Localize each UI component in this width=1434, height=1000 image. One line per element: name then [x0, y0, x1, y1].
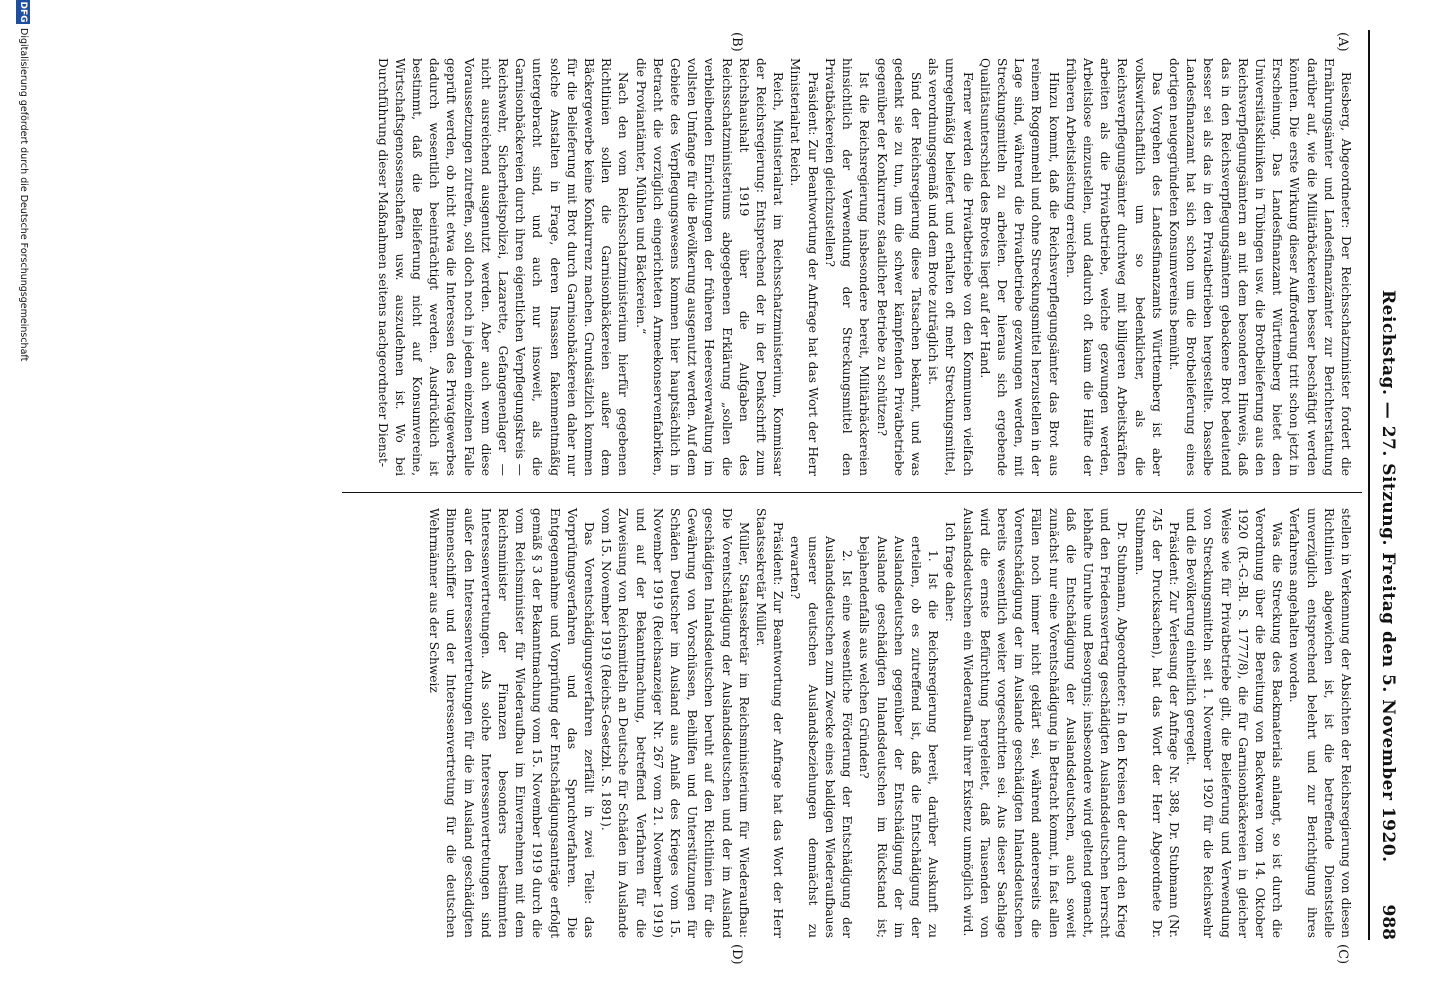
paragraph: Dr. Stubmann, Abgeordneter: In den Kreisen der durch den Krieg und den Friedensvertrag geschädigten Auslandsdeutschen herrscht lebhafte Unruhe und Besorgnis; insbesondere wird geltend gemacht, daß die Entschädigung der Auslandsdeutschen, auch soweit zunächst nur eine Vorentschädigung in Betracht kommt, in fast allen Fällen noch immer nicht geklärt sei, während andererseits die Vorentschädigung der im Auslande geschädigten Inlandsdeutschen bereits wesentlich weiter vorgeschritten sei. Aus dieser Sachlage wird die ernste Befürchtung hergeleitet, daß Tausenden von Auslandsdeutschen ein Wiederaufbau ihrer Existenz unmöglich wird.: [960, 508, 1130, 938]
column-divider: [342, 492, 1362, 493]
paragraph: Riesberg, Abgeordneter: Der Reichsschatzminister fordert die Ernährungsämter und Landesfinanzämter zur Berichterstattung darüber auf, wie die Militärbäckereien besser beschäftigt werden könnten. Die erste Wirkung dieser Aufforderung tritt schon jetzt in Erscheinung. Das Landesfinanzamt Württemberg bietet den Universitätskliniken in Tübingen usw. die Brotbelieferung aus den Reichsverpflegungsämtern an mit dem besonderen Hinweis, daß das in den Reichsverpflegungsämtern gebackene Brot bedeutend besser sei als das in den Privatbetrieben hergestellte. Dasselbe Landesfinanzamt hat sich schon um die Brotbelieferung eines dortigen neugegründeten Konsumvereins bemüht.: [1166, 58, 1353, 476]
header-rule: [1368, 30, 1370, 940]
margin-marker-b: (B): [729, 32, 744, 52]
paragraph: Müller, Staatssekretär im Reichsministerium für Wiederaufbau: Die Vorentschädigung der Auslandsdeutschen und der im Ausland geschädigten Inlandsdeutschen beruht auf den Richtlinien für die Gewährung von Vorschüssen, Beihilfen und Unterstützungen für Schäden Deutscher im Ausland aus Anlaß des Krieges vom 15. November 1919 (Reichsanzeiger Nr. 267 vom 21. November 1919) und auf der Bekanntmachung, betreffend Verfahren für die Zuweisung von Reichsmitteln an Deutsche für Schäden im Auslande vom 15. November 1919 (Reichs-Gesetzbl. S. 1891).: [599, 508, 751, 938]
dfg-logo: DFG: [18, 1, 28, 23]
paragraph: Hinzu kommt, daß die Reichsverpflegungsämter das Brot aus reinem Roggenmehl und ohne Streckungsmittel herzustellen in der Lage sind, während die Privatbetriebe gezwungen werden, mit Streckungsmitteln zu arbeiten. Der hieraus sich ergebende Qualitätsunterschied des Brotes liegt auf der Hand.: [977, 58, 1061, 476]
paragraph: Präsident: Zur Beantwortung der Anfrage hat das Wort der Herr Ministerialrat Reich.: [788, 58, 820, 476]
paragraph: stellen in Verkennung der Absichten der Reichsregierung von diesen Richtlinien abgewichen ist, ist die betreffende Dienststelle unverzüglich entsprechend belehrt und zur Berichtigung ihres Verfahrens angehalten worden.: [1287, 508, 1353, 938]
margin-marker-c: (C): [1335, 944, 1350, 965]
page-header: [1376, 30, 1398, 940]
header-title: Reichstag. — 27. Sitzung. Freitag den 5. November 1920.: [1378, 290, 1398, 863]
right-column: [425, 508, 1354, 938]
margin-marker-d: (D): [729, 944, 744, 965]
paragraph: Reich, Ministerialrat im Reichsschatzministerium, Kommissar der Reichsregierung: Entsprechend der in der Denkschrift zum Reichshaushalt 1919 über die Aufgaben des Reichsschatzministeriums abgegebenen Erklärung „sollen die verbleibenden Einrichtungen der früheren Heeresverwaltung im vollsten Umfange für die Bevölkerung ausgenutzt werden. Auf dem Gebiete des Verpflegungswesens kommen hier hauptsächlich in Betracht die vorzüglich eingerichteten Armeekonservenfabriken, die Proviantämter, Mühlen und Bäckereien.“: [633, 58, 786, 476]
paragraph: Das Vorentschädigungsverfahren zerfällt in zwei Teile: das Vorprüfungsverfahren und das Spruchverfahren. Die Entgegennahme und Vorprüfung der Entschädigungsanträge erfolgt gemäß § 3 der Bekanntmachung vom 15. November 1919 durch die vom Reichsminister für Wiederaufbau im Einvernehmen mit dem Reichsminister der Finanzen besonders bestimmten Interessenvertretungen. Als solche Interessenvertretungen sind außer den Interessenvertretungen für die im Ausland geschädigten Binnenschiffer und der Interessenvertretung für die deutschen Wehrmänner aus der Schweiz: [427, 508, 597, 938]
paragraph: Sind der Reichsregierung diese Tatsachen bekannt, und was gedenkt sie zu tun, um die schwer kämpfenden Privatbetriebe gegenüber der Konkurrenz staatlicher Betriebe zu schützen?: [874, 58, 923, 476]
margin-marker-a: (A): [1335, 32, 1350, 52]
paragraph: Das Vorgehen des Landesfinanzamts Württemberg ist aber volkswirtschaftlich um so bedenklicher, als die Reichsverpflegungsämter durchweg mit billigeren Arbeitskräften arbeiten als die Privatbetriebe, welche gezwungen werden, Arbeitslose einzustellen, und dadurch oft kaum die Hälfte der früheren Arbeitsleistung erreichen.: [1063, 58, 1164, 476]
paragraph: Präsident: Zur Verlesung der Anfrage Nr. 388, Dr. Stubmann (Nr. 745 der Drucksachen), hat das Wort der Herr Abgeordnete Dr. Stubmann.: [1132, 508, 1181, 938]
paragraph: Ich frage daher:: [943, 522, 958, 622]
list-item: 1. Ist die Reichsregierung bereit, darüber Auskunft zu erteilen, ob es zutreffend ist, daß die Entschädigung der Auslandsdeutschen gegenüber der Entschädigung der im Auslande geschädigten Inlandsdeutschen im Rückstand ist; bejahendenfalls aus welchen Gründen?: [857, 536, 941, 938]
paragraph: Ferner werden die Privatbetriebe von den Kommunen vielfach unregelmäßig beliefert und erhalten oft mehr Streckungsmittel, als verordnungsgemäß und dem Brote zuträglich ist.: [926, 58, 975, 476]
paragraph: Präsident: Zur Beantwortung der Anfrage hat das Wort der Herr Staatssekretär Müller.: [754, 508, 786, 938]
page-number: 988: [1378, 904, 1398, 940]
paragraph: Ist die Reichsregierung insbesondere bereit, Militärbäckereien hinsichtlich der Verwendung der Streckungsmittel den Privatbäckereien gleichzustellen?: [822, 58, 872, 476]
paragraph: Nach den vom Reichsschatzministerium hierfür gegebenen Richtlinien sollen die Garnisonbäckereien außer dem Bäckergewerbe keine Konkurrenz machen. Grundsätzlich kommen für die Belieferung mit Brot durch Garnisonbäckereien daher nur solche Anstalten in Frage, deren Insassen fakenmentmäßig untergebracht sind, und auch nur insoweit, als die Garnisonbäckereien durch ihren eigentlichen Verpflegungskreis — Reichswehr, Sicherheitspolizei, Lazarette, Gefangenenlager — nicht ausreichend ausgenutzt werden. Aber auch wenn diese Voraussetzungen zutreffen, soll doch noch in jedem einzelnen Falle geprüft werden, ob nicht etwa die Interessen des Privatgewerbes dadurch wesentlich beeinträchtigt werden. Ausdrücklich ist bestimmt, daß die Belieferung nicht auf Konsumvereine, Wirtschaftsgenossenschaften usw. auszudehnen ist. Wo bei Durchführung dieser Maßnahmen seitens nachgeordneter Dienst-: [375, 58, 631, 476]
footer-credit: Digitalisierung gefördert durch die Deutsche Forschungsgemeinschaft: [18, 28, 29, 362]
left-column: [373, 58, 1354, 476]
paragraph: Was die Streckung des Backmaterials anlangt, so ist durch die Verordnung über die Bereitung von Backwaren vom 14. Oktober 1920 (R.-G.-Bl. S. 1777/8), die für Garnisonbäckereien in gleicher Weise wie für Privatbetriebe gilt, die Belieferung und Verwendung von Streckungsmitteln seit 1. November 1920 für die Reichswehr und die Bevölkerung einheitlich geregelt.: [1184, 508, 1285, 938]
list-item: 2. Ist eine wesentliche Förderung der Entschädigung der Auslandsdeutschen zum Zwecke eines baldigen Wiederaufbaues unserer deutschen Auslandsbeziehungen demnächst zu erwarten?: [788, 536, 855, 938]
